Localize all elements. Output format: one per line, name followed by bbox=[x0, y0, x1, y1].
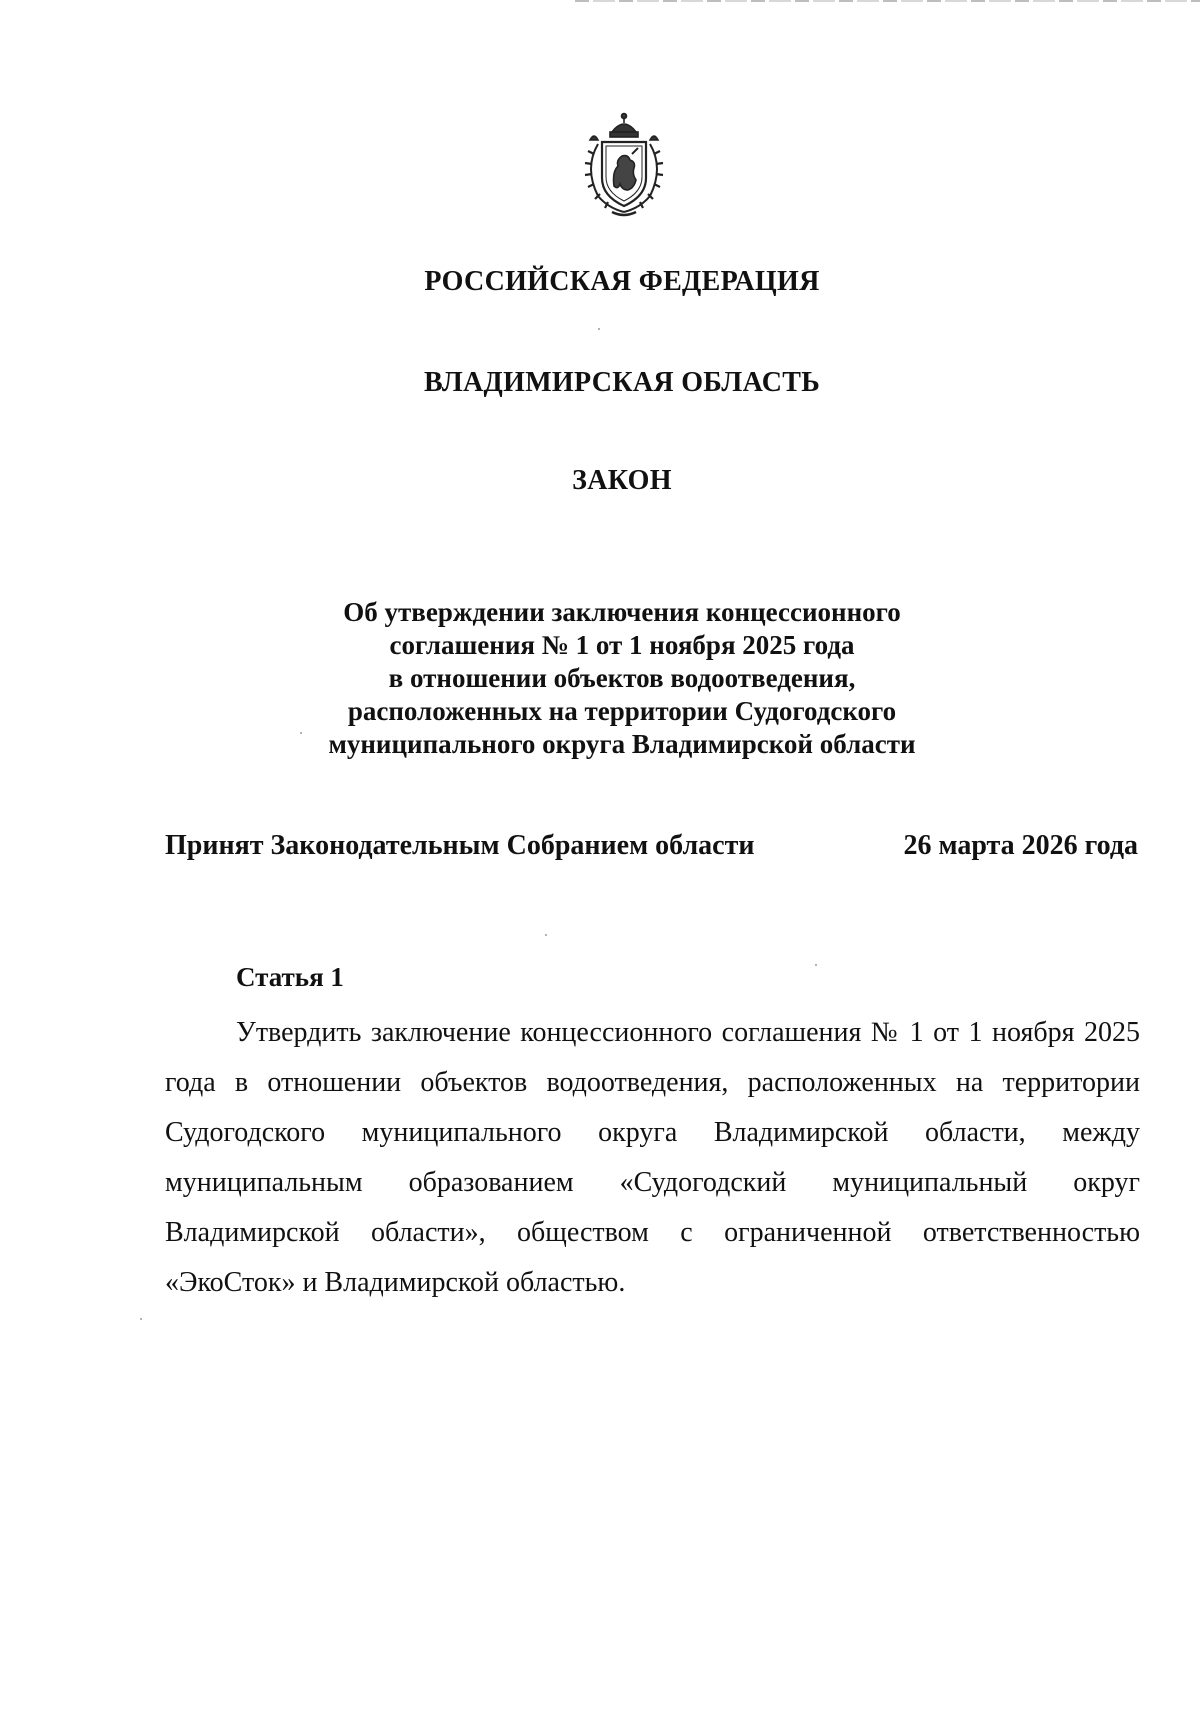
title-line: расположенных на территории Судогодского bbox=[347, 696, 897, 726]
article-body: Утвердить заключение концессионного соглашения № 1 от 1 ноября 2025 года в отношении объектов водоотведения, расположенных на территории Судогодского муниципального округа Владимирской области, между муниципальным образованием «Судогодский муниципальный округ Владимирской области», обществом с ограниченной ответственностью «ЭкоСток» и Владимирской областью. bbox=[165, 1017, 1140, 1298]
scan-speck bbox=[545, 934, 547, 936]
scan-speck bbox=[300, 732, 302, 734]
title-line: в отношении объектов водоотведения, bbox=[388, 663, 856, 693]
adoption-statement: Принят Законодательным Собранием области bbox=[165, 830, 755, 861]
scan-edge-artifact bbox=[575, 0, 1200, 2]
country-heading: РОССИЙСКАЯ ФЕДЕРАЦИЯ bbox=[424, 266, 820, 297]
scan-speck bbox=[815, 964, 817, 966]
scan-speck bbox=[140, 1318, 142, 1320]
law-title bbox=[22, 596, 1200, 761]
article-heading: Статья 1 bbox=[236, 962, 344, 992]
region-heading: ВЛАДИМИРСКАЯ ОБЛАСТЬ bbox=[423, 367, 821, 398]
adoption-date: 26 марта 2026 года bbox=[903, 830, 1138, 861]
title-line: соглашения № 1 от 1 ноября 2025 года bbox=[389, 630, 855, 660]
scan-speck bbox=[598, 328, 600, 330]
coat-of-arms-emblem bbox=[576, 110, 672, 220]
title-line: Об утверждении заключения концессионного bbox=[343, 597, 901, 627]
title-line: муниципального округа Владимирской области bbox=[328, 729, 916, 759]
document-type-heading: ЗАКОН bbox=[572, 465, 672, 496]
